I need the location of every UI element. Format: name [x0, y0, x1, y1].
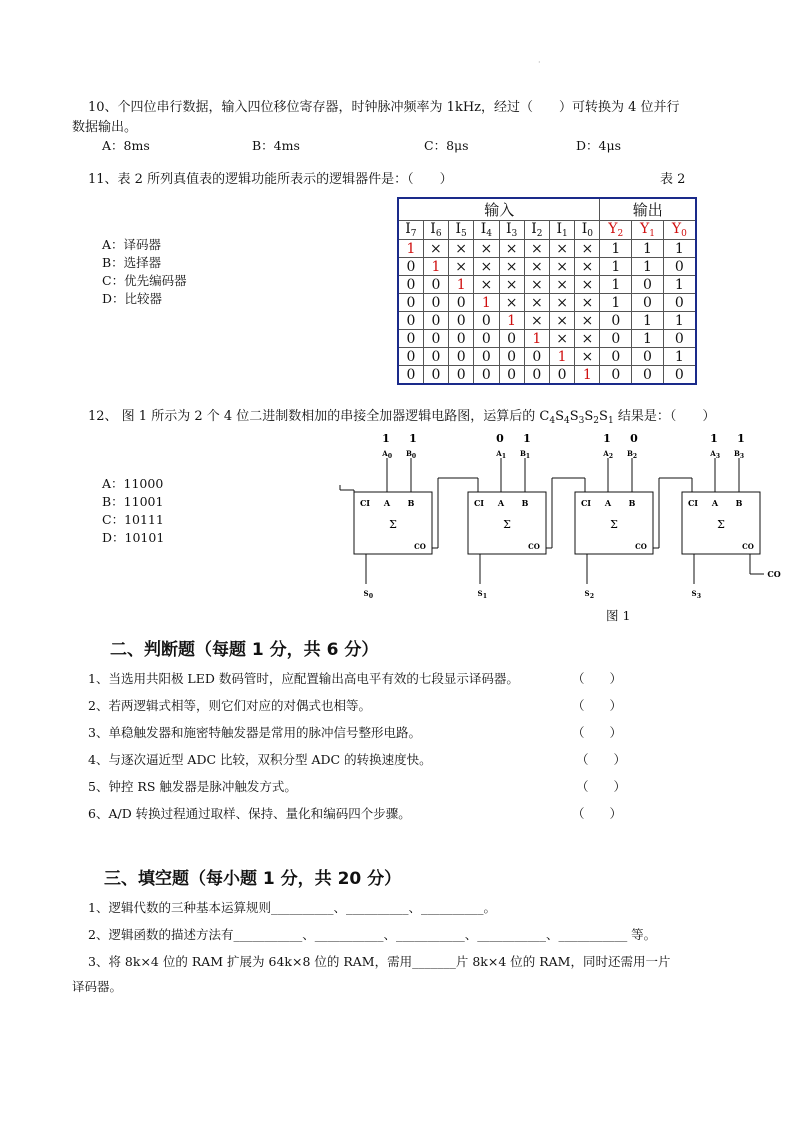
block-a-label: A — [497, 498, 505, 508]
tt-header-cell: $I_5$ — [449, 221, 474, 240]
q10-option-c: C：8μs — [424, 138, 469, 153]
sum-output-label: S — [691, 589, 697, 598]
tt-cell: × — [449, 258, 474, 276]
tt-cell: 1 — [632, 312, 664, 330]
tt-cell: 1 — [663, 348, 696, 366]
input-bit-a: 1 — [603, 432, 611, 445]
tt-cell: 0 — [398, 258, 423, 276]
tf-answer-2: （ ） — [572, 698, 623, 713]
tt-cell: 0 — [600, 348, 632, 366]
tt-cell: × — [549, 240, 574, 258]
input-b-sub: 2 — [632, 453, 638, 460]
input-bit-b: 1 — [523, 432, 531, 445]
tt-cell: 0 — [449, 366, 474, 385]
q10-option-d: D：4μs — [576, 138, 622, 153]
block-co-label: CO — [635, 542, 647, 551]
tt-cell: 0 — [600, 330, 632, 348]
q11-option-c: C：优先编码器 — [102, 273, 187, 288]
q11-option-b: B：选择器 — [102, 255, 162, 270]
tt-cell: 0 — [398, 294, 423, 312]
q10-option-a: A：8ms — [102, 138, 150, 153]
q12-option-a: A：11000 — [102, 476, 164, 491]
input-b-label: B — [627, 449, 633, 458]
input-a-sub: 2 — [608, 453, 614, 460]
truth-table — [397, 197, 697, 385]
q10-line2: 数据输出。 — [72, 120, 138, 135]
block-sigma: Σ — [389, 518, 397, 531]
tt-cell: 0 — [423, 312, 448, 330]
section3-title: 三、填空题（每小题 1 分，共 20 分） — [104, 869, 402, 889]
input-group-header: 输入 — [398, 198, 600, 221]
tt-cell: 1 — [632, 330, 664, 348]
tt-cell: × — [549, 312, 574, 330]
sum-output-sub: 0 — [368, 593, 374, 600]
input-bit-a: 1 — [710, 432, 718, 445]
tt-row — [398, 366, 696, 385]
input-a-sub: 0 — [387, 453, 393, 460]
tt-cell: 0 — [632, 366, 664, 385]
input-bit-b: 0 — [630, 432, 638, 445]
top-mark: · — [538, 58, 541, 67]
tt-header-cell: $I_0$ — [575, 221, 600, 240]
tt-cell: × — [524, 276, 549, 294]
fill-q1: 1、逻辑代数的三种基本运算规则__________、__________、__________。 — [88, 900, 496, 915]
tt-cell: × — [575, 312, 600, 330]
input-bit-b: 1 — [737, 432, 745, 445]
tt-cell: 0 — [398, 312, 423, 330]
tt-cell: 0 — [663, 366, 696, 385]
tt-cell: 0 — [524, 366, 549, 385]
q12-option-d: D：10101 — [102, 530, 165, 545]
tt-cell: 0 — [398, 330, 423, 348]
tt-cell: 1 — [663, 276, 696, 294]
q11-option-a: A：译码器 — [102, 237, 162, 252]
tf-item-1: 1、当选用共阳极 LED 数码管时，应配置输出高电平有效的七段显示译码器。 — [88, 671, 519, 686]
tt-cell: 0 — [423, 348, 448, 366]
tt-cell: 1 — [575, 366, 600, 385]
tf-item-4: 4、与逐次逼近型 ADC 比较，双积分型 ADC 的转换速度快。 — [88, 752, 432, 767]
tt-cell: × — [474, 258, 499, 276]
tt-header-cell: $I_1$ — [549, 221, 574, 240]
tt-cell: 0 — [663, 258, 696, 276]
input-b-sub: 1 — [525, 453, 531, 460]
tt-cell: 0 — [663, 294, 696, 312]
input-b-sub: 0 — [411, 453, 417, 460]
tf-answer-4: （ ） — [576, 752, 627, 767]
tf-answer-5: （ ） — [576, 779, 627, 794]
tt-cell: 0 — [398, 366, 423, 385]
tf-answer-6: （ ） — [572, 806, 623, 821]
input-bit-a: 0 — [496, 432, 504, 445]
tt-cell: 0 — [449, 348, 474, 366]
tt-cell: × — [499, 294, 524, 312]
input-a-label: A — [710, 449, 716, 458]
block-ci-label: CI — [687, 498, 699, 508]
tt-header-cell: $I_2$ — [524, 221, 549, 240]
tt-cell: × — [575, 276, 600, 294]
tt-cell: × — [449, 240, 474, 258]
input-a-sub: 1 — [501, 453, 507, 460]
block-co-label: CO — [528, 542, 540, 551]
block-ci-label: CI — [580, 498, 592, 508]
tt-cell: × — [575, 294, 600, 312]
input-b-label: B — [406, 449, 412, 458]
q10-line1: 10、个四位串行数据，输入四位移位寄存器，时钟脉冲频率为 1kHz，经过（ ）可转换为 4 位并行 — [88, 100, 680, 115]
section2-title: 二、判断题（每题 1 分，共 6 分） — [110, 640, 379, 660]
tt-cell: 0 — [663, 330, 696, 348]
q12-text-post: 结果是：（ ） — [617, 409, 716, 424]
block-sigma: Σ — [717, 518, 725, 531]
tf-item-2: 2、若两逻辑式相等，则它们对应的对偶式也相等。 — [88, 698, 371, 713]
tt-row — [398, 258, 696, 276]
tt-cell: 0 — [632, 294, 664, 312]
tt-cell: 0 — [398, 348, 423, 366]
tt-cell: 1 — [663, 312, 696, 330]
tt-cell: 1 — [600, 258, 632, 276]
tf-item-3: 3、单稳触发器和施密特触发器是常用的脉冲信号整形电路。 — [88, 725, 421, 740]
tt-cell: 1 — [600, 276, 632, 294]
block-a-label: A — [711, 498, 719, 508]
tf-answer-3: （ ） — [572, 725, 623, 740]
table-caption: 表 2 — [660, 172, 686, 187]
tt-header-cell: $I_4$ — [474, 221, 499, 240]
tt-cell: 1 — [600, 294, 632, 312]
tt-cell: 0 — [549, 366, 574, 385]
tt-cell: 1 — [549, 348, 574, 366]
tt-cell: × — [549, 258, 574, 276]
tt-cell: 0 — [423, 330, 448, 348]
block-sigma: Σ — [610, 518, 618, 531]
tt-header-cell: $Y_1$ — [632, 221, 664, 240]
tt-header-cell: $I_3$ — [499, 221, 524, 240]
tt-cell: 0 — [474, 366, 499, 385]
tt-cell: 0 — [499, 330, 524, 348]
input-b-label: B — [520, 449, 526, 458]
tt-cell: 0 — [449, 294, 474, 312]
tt-cell: × — [524, 312, 549, 330]
input-bit-a: 1 — [382, 432, 390, 445]
sum-output-sub: 3 — [696, 593, 702, 600]
input-a-label: A — [382, 449, 388, 458]
sum-output-sub: 1 — [482, 593, 488, 600]
tt-cell: 0 — [474, 330, 499, 348]
q12-text: 12、 图 1 所示为 2 个 4 位二进制数相加的串接全加器逻辑电路图，运算后的 $C_4S_4S_3S_2S_1$ 结果是：（ ） — [88, 409, 716, 426]
tt-cell: 0 — [423, 366, 448, 385]
tt-cell: × — [549, 330, 574, 348]
input-a-label: A — [496, 449, 502, 458]
tt-cell: × — [499, 240, 524, 258]
block-ci-label: CI — [359, 498, 371, 508]
input-b-label: B — [734, 449, 740, 458]
q11-option-d: D：比较器 — [102, 291, 163, 306]
figure-caption: 图 1 — [606, 608, 631, 623]
tt-cell: × — [549, 276, 574, 294]
output-group-header: 输出 — [600, 198, 696, 221]
tt-cell: 0 — [398, 276, 423, 294]
sum-output-label: S — [584, 589, 590, 598]
tt-cell: 0 — [632, 276, 664, 294]
tt-header-cell: $Y_2$ — [600, 221, 632, 240]
tt-row — [398, 312, 696, 330]
tt-header-cell: $I_6$ — [423, 221, 448, 240]
q10-option-b: B：4ms — [252, 138, 300, 153]
tt-cell: 0 — [524, 348, 549, 366]
input-b-sub: 3 — [739, 453, 745, 460]
block-a-label: A — [604, 498, 612, 508]
q12-option-c: C：10111 — [102, 512, 164, 527]
tt-cell: 1 — [632, 240, 664, 258]
tt-cell: 1 — [474, 294, 499, 312]
tt-cell: 1 — [600, 240, 632, 258]
tt-cell: 0 — [423, 294, 448, 312]
tt-cell: × — [575, 330, 600, 348]
tt-cell: 0 — [600, 312, 632, 330]
tt-cell: × — [474, 276, 499, 294]
final-carry-label: CO — [767, 569, 781, 579]
block-b-label: B — [521, 498, 529, 508]
tt-cell: 1 — [423, 258, 448, 276]
tt-cell: × — [423, 240, 448, 258]
tt-cell: × — [524, 240, 549, 258]
tt-row — [398, 240, 696, 258]
tt-cell: 1 — [524, 330, 549, 348]
block-b-label: B — [628, 498, 636, 508]
tt-cell: × — [575, 258, 600, 276]
block-sigma: Σ — [503, 518, 511, 531]
block-b-label: B — [407, 498, 415, 508]
tt-cell: 1 — [449, 276, 474, 294]
block-b-label: B — [735, 498, 743, 508]
tt-cell: 0 — [474, 312, 499, 330]
tt-cell: 0 — [449, 312, 474, 330]
tt-cell: 0 — [632, 348, 664, 366]
tt-row — [398, 276, 696, 294]
tt-header-cell: $Y_0$ — [663, 221, 696, 240]
block-ci-label: CI — [473, 498, 485, 508]
tt-cell: 1 — [663, 240, 696, 258]
q11-text: 11、表 2 所列真值表的逻辑功能所表示的逻辑器件是：（ ） — [88, 172, 453, 187]
tt-cell: 1 — [398, 240, 423, 258]
q12-option-b: B：11001 — [102, 494, 164, 509]
tt-cell: 0 — [499, 348, 524, 366]
tf-item-6: 6、A/D 转换过程通过取样、保持、量化和编码四个步骤。 — [88, 806, 411, 821]
tt-cell: × — [549, 294, 574, 312]
fill-q3-line2: 译码器。 — [72, 979, 123, 994]
tt-cell: × — [524, 294, 549, 312]
tt-cell: × — [499, 258, 524, 276]
block-co-label: CO — [742, 542, 754, 551]
tt-cell: × — [524, 258, 549, 276]
tt-row — [398, 330, 696, 348]
input-a-sub: 3 — [715, 453, 721, 460]
tt-row — [398, 294, 696, 312]
input-bit-b: 1 — [409, 432, 417, 445]
block-a-label: A — [383, 498, 391, 508]
tt-cell: 0 — [423, 276, 448, 294]
tt-cell: × — [575, 348, 600, 366]
tt-cell: 0 — [474, 348, 499, 366]
tf-item-5: 5、钟控 RS 触发器是脉冲触发方式。 — [88, 779, 297, 794]
tt-cell: 0 — [449, 330, 474, 348]
block-co-label: CO — [414, 542, 426, 551]
tt-cell: 1 — [499, 312, 524, 330]
tt-cell: × — [575, 240, 600, 258]
fill-q3-line1: 3、将 8k×4 位的 RAM 扩展为 64k×8 位的 RAM，需用_______片 8k×4 位的 RAM，同时还需用一片 — [88, 954, 671, 969]
tf-answer-1: （ ） — [572, 671, 623, 686]
fill-q2: 2、逻辑函数的描述方法有___________、___________、___________、___________、___________ 等。 — [88, 927, 657, 942]
tt-cell: × — [499, 276, 524, 294]
tt-cell: 1 — [632, 258, 664, 276]
tt-cell: 0 — [600, 366, 632, 385]
sum-output-label: S — [363, 589, 369, 598]
tt-row — [398, 348, 696, 366]
tt-header-cell: $I_7$ — [398, 221, 423, 240]
full-adder-circuit — [330, 430, 790, 600]
sum-output-label: S — [477, 589, 483, 598]
tt-cell: × — [474, 240, 499, 258]
input-a-label: A — [603, 449, 609, 458]
tt-cell: 0 — [499, 366, 524, 385]
q12-text-pre: 12、 图 1 所示为 2 个 4 位二进制数相加的串接全加器逻辑电路图，运算后的 C — [88, 409, 550, 424]
sum-output-sub: 2 — [589, 593, 595, 600]
